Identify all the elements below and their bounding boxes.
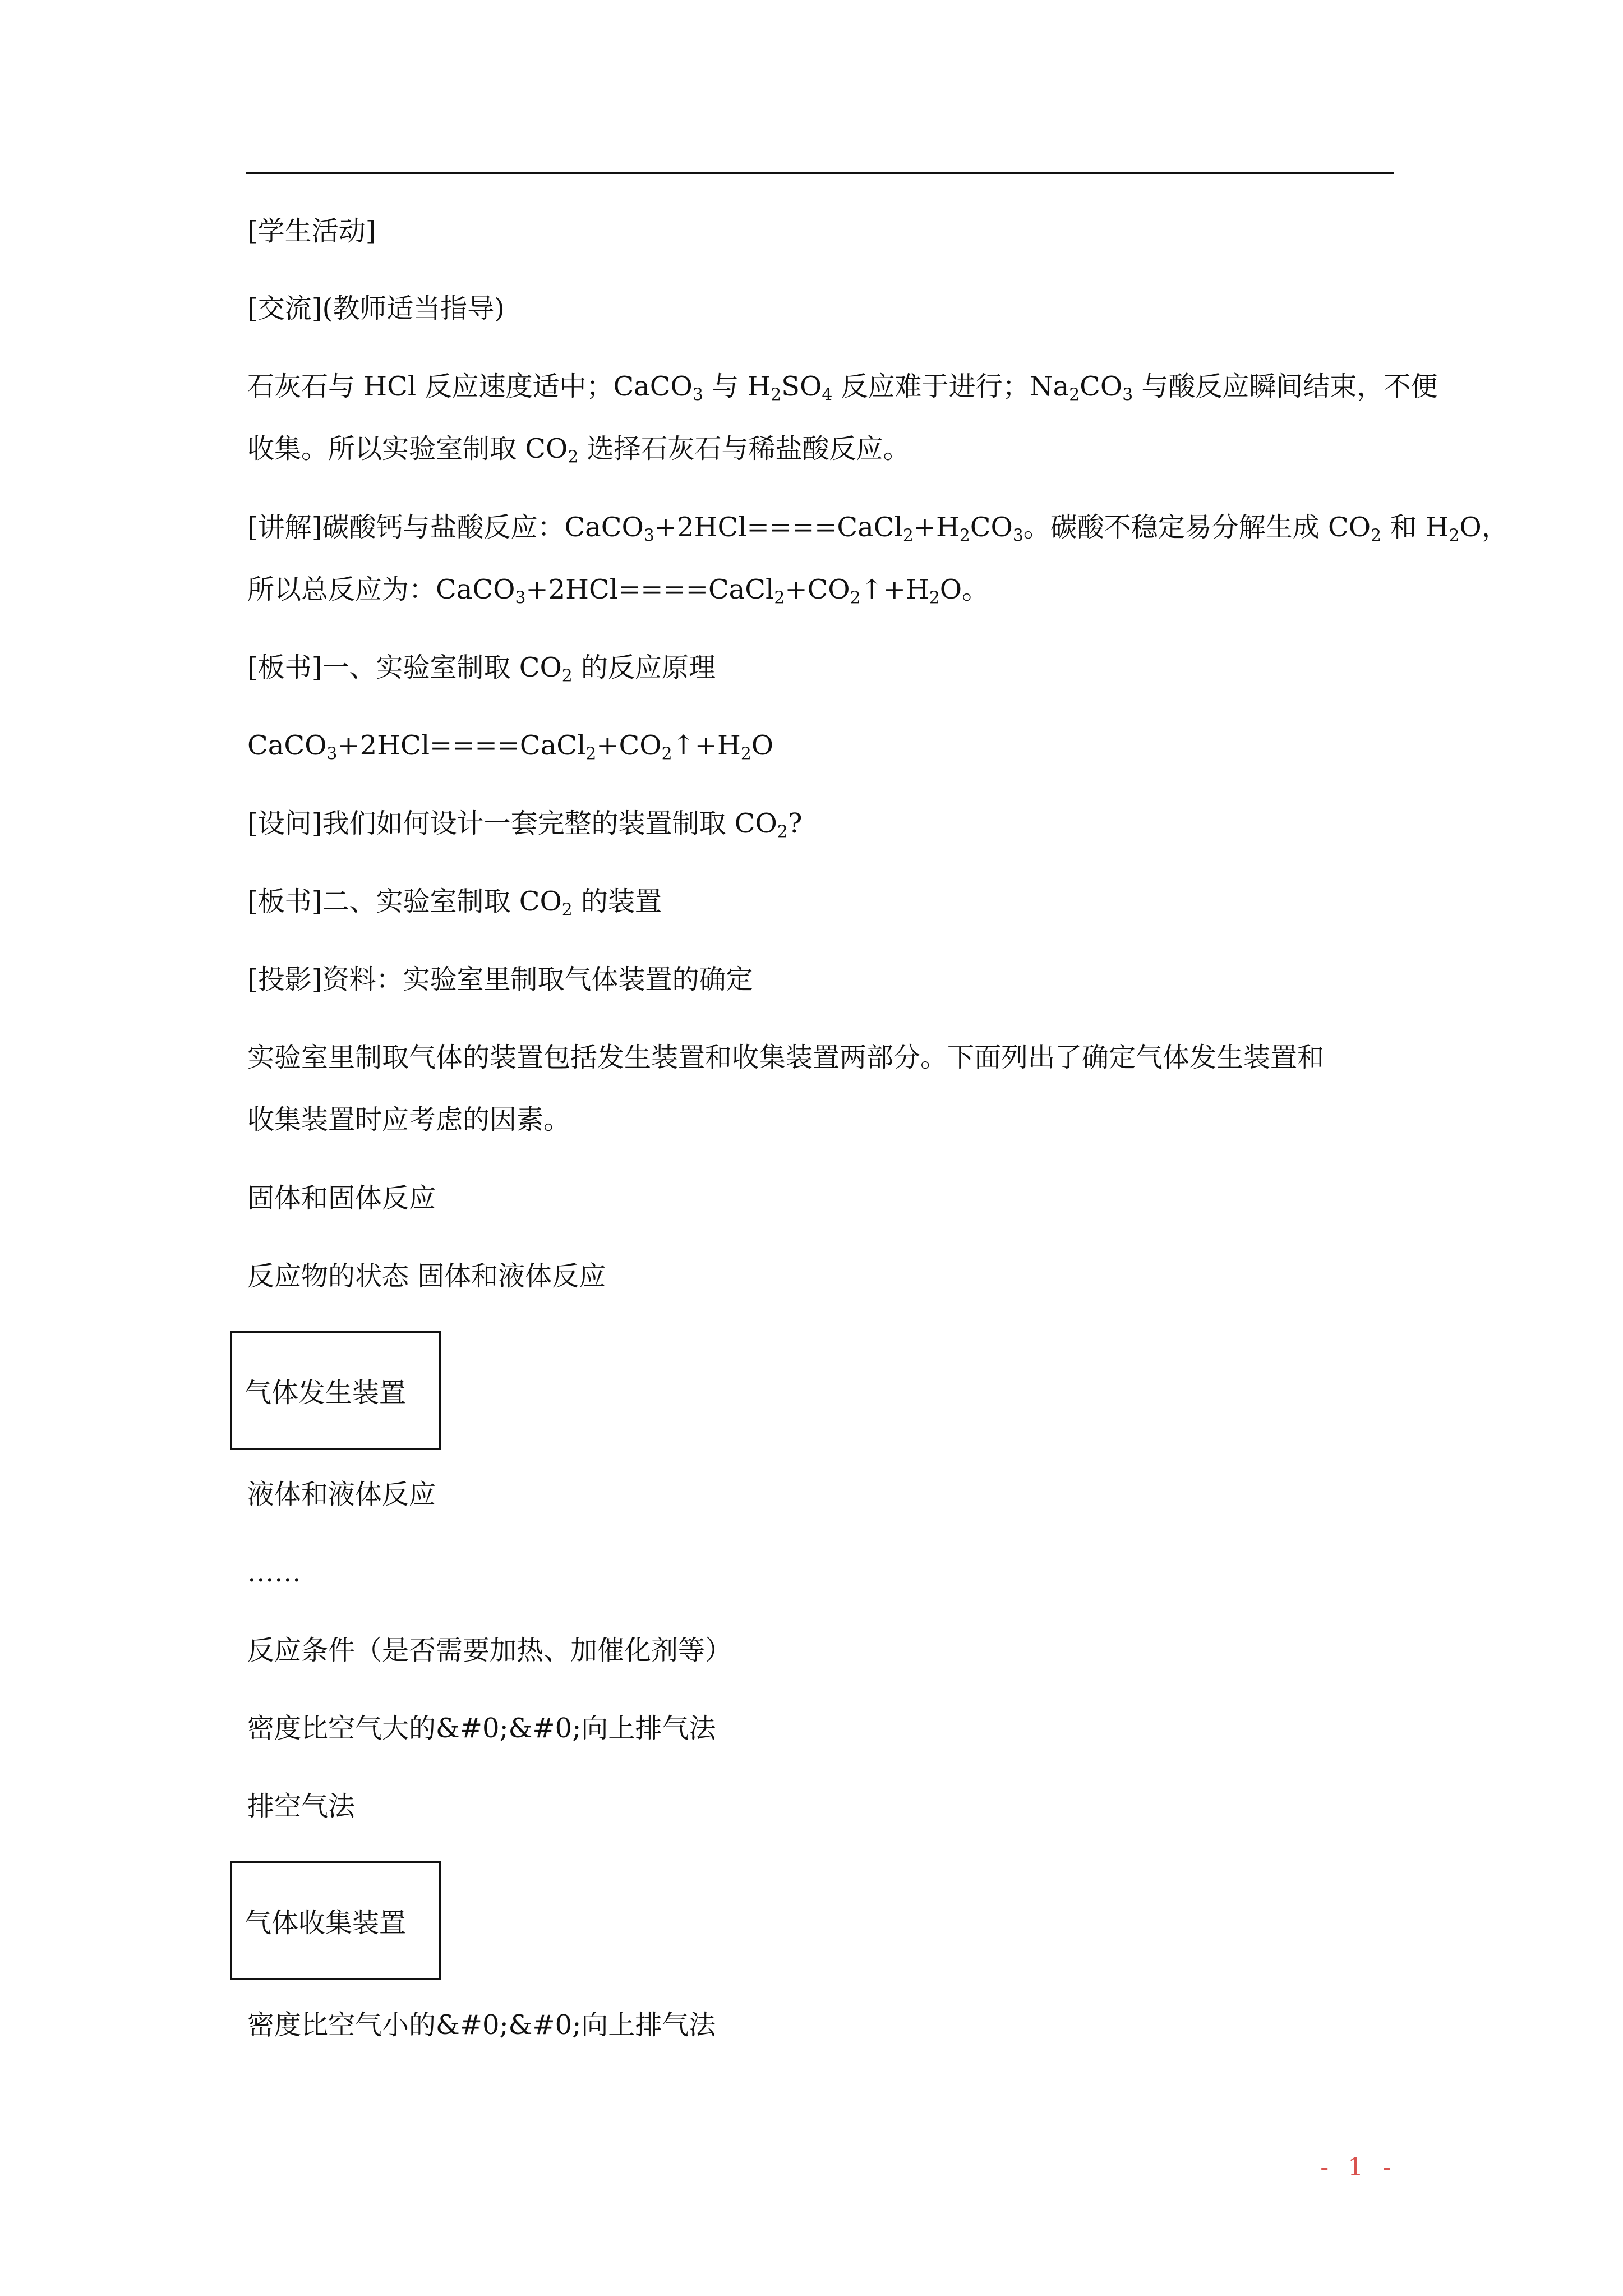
subscript: 2	[661, 744, 672, 764]
text-run: 石灰石与 HCl 反应速度适中；CaCO	[247, 371, 693, 402]
text-line-explanation	[247, 510, 1509, 544]
subscript: 2	[929, 588, 940, 608]
subscript: 4	[822, 385, 833, 405]
page-number: - 1 -	[1320, 2153, 1396, 2182]
subscript: 3	[1122, 385, 1133, 405]
text-run: ↑+H	[672, 730, 741, 761]
text-line-ellipsis: ……	[247, 1557, 301, 1588]
text-line-overall-reaction	[247, 573, 989, 606]
subscript: 2	[902, 526, 914, 546]
text-run: 反应难于进行；Na	[832, 371, 1069, 402]
text-run: O，	[1459, 512, 1509, 543]
text-run: +H	[913, 512, 960, 543]
text-run: [讲解]碳酸钙与盐酸反应：CaCO	[247, 512, 644, 543]
text-line-board-heading-2	[247, 885, 662, 918]
text-line-discussion: [交流](教师适当指导)	[247, 293, 505, 324]
text-line-board-heading-1	[247, 651, 716, 684]
subscript: 2	[850, 588, 861, 608]
text-run: [板书]一、实验室制取 CO	[247, 652, 562, 683]
text-run: 。碳酸不稳定易分解生成 CO	[1023, 512, 1371, 543]
text-run: 收集。所以实验室制取 CO	[247, 433, 568, 464]
text-line-liquid-liquid: 液体和液体反应	[247, 1479, 436, 1510]
subscript: 2	[561, 666, 573, 686]
text-line-paragraph-2: 收集装置时应考虑的因素。	[247, 1104, 571, 1135]
subscript: 2	[774, 588, 785, 608]
text-run: CO	[1080, 371, 1123, 402]
subscript: 3	[692, 385, 703, 405]
text-line-reaction-conditions: 反应条件（是否需要加热、加催化剂等）	[247, 1635, 732, 1666]
text-run: +2HCl====CaCl	[337, 730, 586, 761]
text-run: SO	[781, 371, 822, 402]
subscript: 3	[643, 526, 654, 546]
subscript: 2	[561, 900, 573, 920]
text-line-paragraph-1: 实验室里制取气体的装置包括发生装置和收集装置两部分。下面列出了确定气体发生装置和	[247, 1042, 1325, 1073]
text-line-comparison	[247, 370, 1437, 403]
text-run: +2HCl====CaCl	[654, 512, 903, 543]
text-line-student-activity: [学生活动]	[247, 215, 376, 247]
text-run: +CO	[596, 730, 662, 761]
gas-collector-box	[230, 1861, 441, 1980]
text-run: [设问]我们如何设计一套完整的装置制取 CO	[247, 808, 777, 839]
text-run: 与 H	[703, 371, 771, 402]
subscript: 2	[1371, 526, 1382, 546]
text-line-projection: [投影]资料：实验室里制取气体装置的确定	[247, 964, 753, 995]
text-run: 所以总反应为：CaCO	[247, 574, 515, 605]
text-run: O。	[939, 574, 989, 605]
text-run: 和 H	[1381, 512, 1449, 543]
text-line-lighter-than-air: 密度比空气小的&#0;&#0;向上排气法	[247, 2009, 716, 2041]
text-line-solid-solid: 固体和固体反应	[247, 1182, 436, 1214]
subscript: 3	[515, 588, 526, 608]
text-line-air-displacement: 排空气法	[247, 1791, 356, 1822]
text-line-question	[247, 807, 802, 840]
text-run: O	[751, 730, 774, 761]
subscript: 2	[585, 744, 597, 764]
text-run: +2HCl====CaCl	[525, 574, 774, 605]
text-line-denser-than-air: 密度比空气大的&#0;&#0;向上排气法	[247, 1713, 716, 1744]
box-label: 气体发生装置	[245, 1377, 407, 1409]
box-label: 气体收集装置	[245, 1907, 407, 1939]
text-run: 的反应原理	[572, 652, 716, 683]
text-line-conclusion	[247, 432, 910, 466]
subscript: 2	[959, 526, 970, 546]
text-run: +CO	[785, 574, 850, 605]
text-run: CaCO	[247, 730, 327, 761]
subscript: 2	[740, 744, 751, 764]
text-run: 与酸反应瞬间结束，不便	[1133, 371, 1438, 402]
header-rule	[246, 172, 1394, 174]
subscript: 3	[326, 744, 338, 764]
text-line-equation	[247, 729, 773, 762]
text-run: ↑+H	[860, 574, 929, 605]
subscript: 2	[771, 385, 782, 405]
subscript: 2	[568, 447, 579, 467]
text-run: 选择石灰石与稀盐酸反应。	[578, 433, 910, 464]
text-line-reactant-state: 反应物的状态 固体和液体反应	[247, 1260, 606, 1292]
subscript: 2	[777, 822, 788, 842]
text-run: [板书]二、实验室制取 CO	[247, 886, 562, 917]
text-run: ?	[787, 808, 803, 839]
subscript: 2	[1069, 385, 1080, 405]
gas-generator-box	[230, 1331, 441, 1450]
text-run: 的装置	[572, 886, 662, 917]
subscript: 2	[1449, 526, 1460, 546]
subscript: 3	[1012, 526, 1023, 546]
text-run: CO	[970, 512, 1013, 543]
